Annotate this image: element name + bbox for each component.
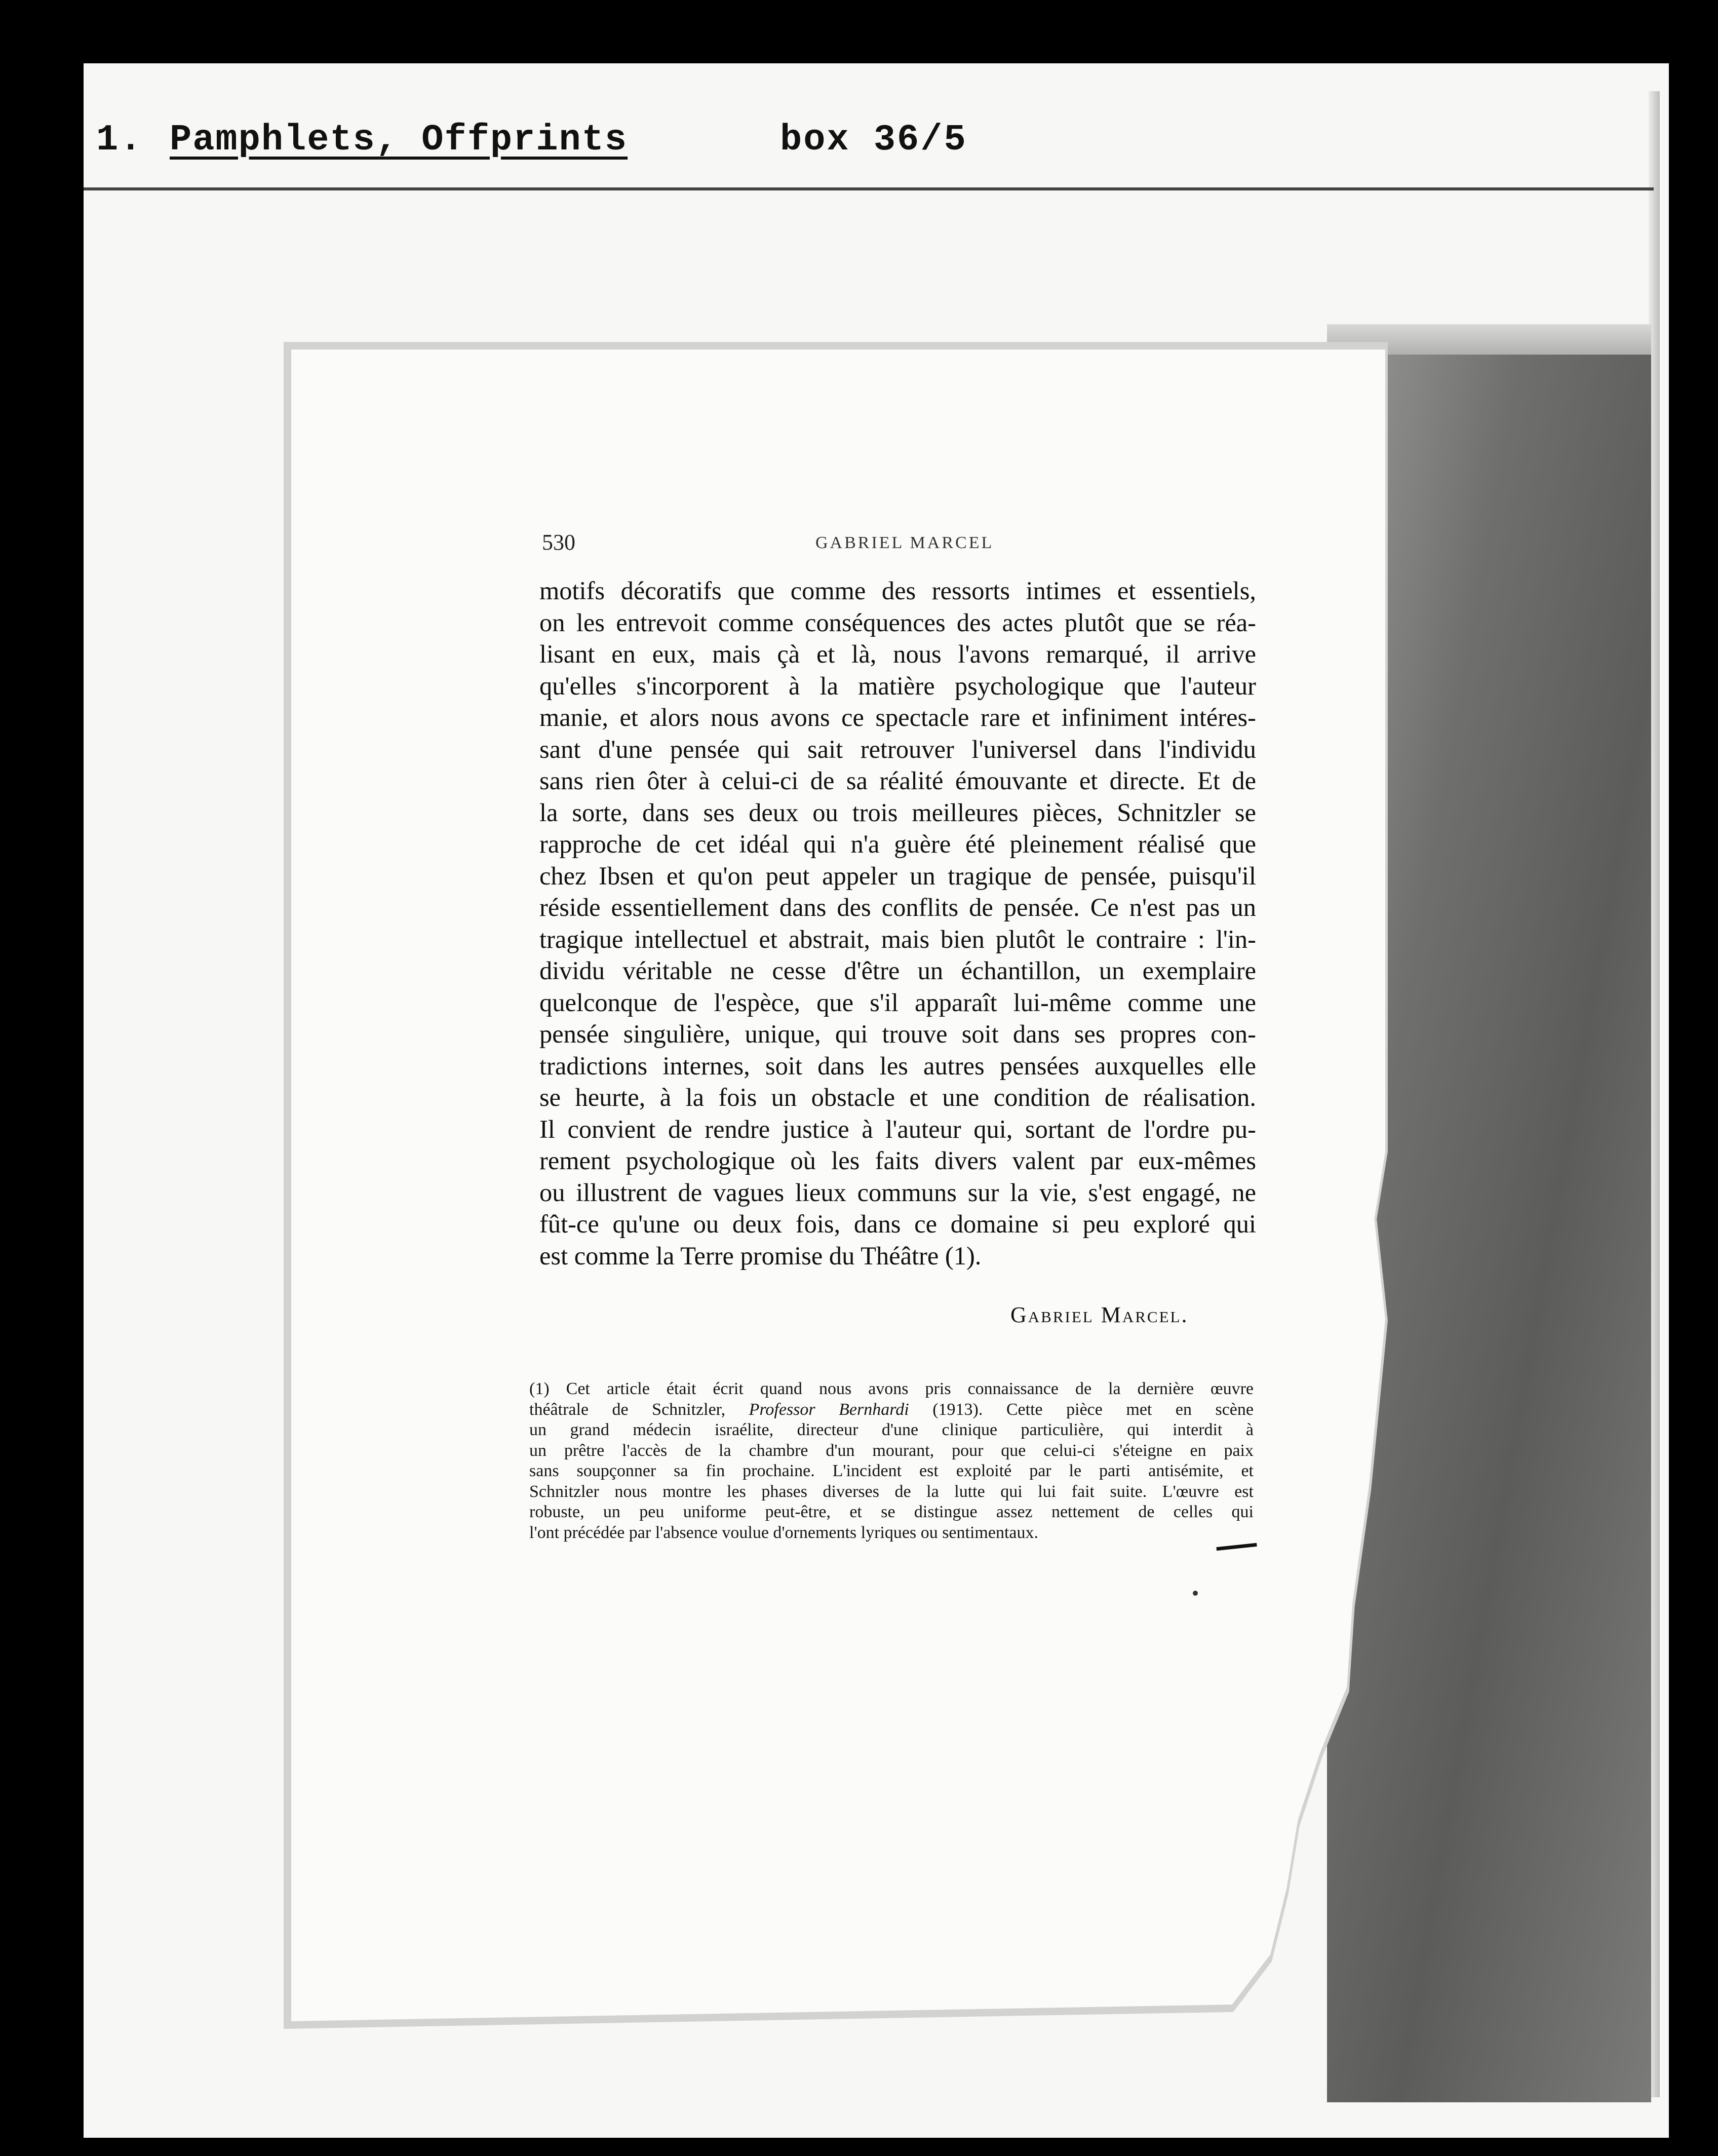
footnote-line [529,1502,1254,1523]
footnote-text: (1913). Cette pièce met en scène [909,1400,1254,1419]
body-line: quelconque de l'espèce, que s'il apparaît lui-même comme une [539,988,1256,1017]
footnote-text: théâtrale de Schnitzler, [529,1400,749,1419]
body-line: rapproche de cet idéal qui n'a guère été pleinement réalisé que [539,830,1256,858]
body-line: chez Ibsen et qu'on peut appeler un tragique de pensée, puisqu'il [539,861,1256,890]
body-line: ou illustrent de vagues lieux communs sur la vie, s'est engagé, ne [539,1178,1256,1207]
footnote-text: (1) Cet article était écrit quand nous avons pris connaissance de la dernière œuvre [529,1379,1254,1398]
archive-header [84,91,1654,192]
footnote-text: robuste, un peu uniforme peut-être, et se distingue assez nettement de celles qui [529,1503,1254,1521]
footnote-italic-title: Professor Bernhardi [749,1400,909,1419]
header-title: Pamphlets, Offprints [170,119,628,161]
header-box-label: box 36/5 [780,119,967,161]
body-line: manie, et alors nous avons ce spectacle rare et infiniment intéres- [539,703,1256,732]
footnote-text: Schnitzler nous montre les phases diverses de la lutte qui lui fait suite. L'œuvre est [529,1482,1254,1501]
signature: Gabriel Marcel. [1010,1302,1189,1327]
running-head-author: GABRIEL MARCEL [815,533,994,552]
footnote [529,1379,1254,1543]
header-rule [84,187,1654,190]
body-line: sans rien ôter à celui-ci de sa réalité émouvante et directe. Et de [539,766,1256,795]
header-number: 1. [96,119,143,161]
footnote-line [529,1523,1254,1544]
body-line: Il convient de rendre justice à l'auteur qui, sortant de l'ordre pu- [539,1114,1256,1143]
body-line: dividu véritable ne cesse d'être un échantillon, un exemplaire [539,956,1256,985]
footnote-text: l'ont précédée par l'absence voulue d'ornements lyriques ou sentimentaux. [529,1523,1038,1542]
body-line: motifs décoratifs que comme des ressorts intimes et essentiels, [539,576,1256,605]
body-line: fût-ce qu'une ou deux fois, dans ce domaine si peu exploré qui [539,1210,1256,1238]
footnote-line [529,1379,1254,1400]
footnote-line [529,1420,1254,1441]
body-line: sant d'une pensée qui sait retrouver l'universel dans l'individu [539,735,1256,763]
footnote-line [529,1461,1254,1482]
page-number: 530 [542,530,575,555]
body-line: rement psychologique où les faits divers valent par eux-mêmes [539,1146,1256,1175]
body-text [539,575,1256,1272]
body-line: lisant en eux, mais çà et là, nous l'avons remarqué, il arrive [539,640,1256,668]
footnote-line [529,1400,1254,1420]
footnote-text: sans soupçonner sa fin prochaine. L'incident est exploité par le parti antisémite, et [529,1461,1254,1480]
body-line: pensée singulière, unique, qui trouve soit dans ses propres con- [539,1020,1256,1048]
footnote-line [529,1441,1254,1461]
body-line: est comme la Terre promise du Théâtre (1). [539,1241,982,1270]
footnote-text: un prêtre l'accès de la chambre d'un mourant, pour que celui-ci s'éteigne en paix [529,1441,1254,1460]
body-line: tragique intellectuel et abstrait, mais bien plutôt le contraire : l'in- [539,925,1256,953]
body-line: on les entrevoit comme conséquences des actes plutôt que se réa- [539,608,1256,637]
ink-dot [1193,1591,1198,1596]
body-line: se heurte, à la fois un obstacle et une condition de réalisation. [539,1083,1256,1111]
running-head [542,529,1256,560]
body-line: réside essentiellement dans des conflits de pensée. Ce n'est pas un [539,893,1256,921]
body-line: la sorte, dans ses deux ou trois meilleures pièces, Schnitzler se [539,798,1256,827]
body-line: tradictions internes, soit dans les autres pensées auxquelles elle [539,1051,1256,1080]
body-line: qu'elles s'incorporent à la matière psychologique que l'auteur [539,671,1256,700]
footnote-line [529,1482,1254,1503]
footnote-text: un grand médecin israélite, directeur d'une clinique particulière, qui interdit à [529,1420,1254,1439]
